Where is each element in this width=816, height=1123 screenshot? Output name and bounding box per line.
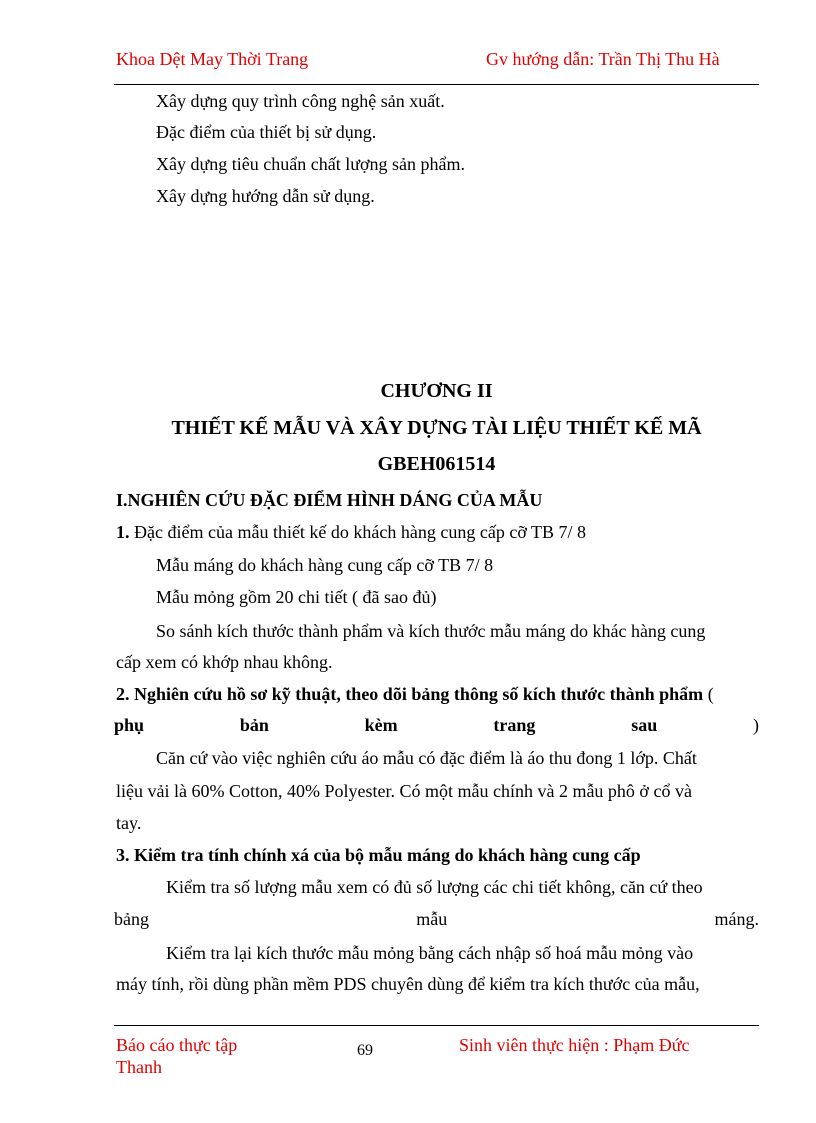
footer-report: Báo cáo thực tập xyxy=(116,1035,238,1055)
paragraph: Kiểm tra số lượng mẫu xem có đủ số lượng các chi tiết không, căn cứ theo xyxy=(166,877,703,897)
word: máng. xyxy=(714,909,759,929)
word: phụ xyxy=(114,715,145,735)
paragraph: cấp xem có khớp nhau không. xyxy=(116,652,333,672)
word: trang xyxy=(493,715,536,735)
paragraph: tay. xyxy=(116,813,142,833)
item-2-heading xyxy=(116,683,714,705)
item-2-continuation xyxy=(114,714,759,736)
header-instructor: Gv hướng dẫn: Trần Thị Thu Hà xyxy=(486,49,720,69)
paragraph: Mẫu mỏng gồm 20 chi tiết ( đã sao đủ) xyxy=(156,587,437,607)
word: bảng xyxy=(114,909,149,929)
item-2-title: 2. Nghiên cứu hồ sơ kỹ thuật, theo dõi bảng thông số kích thước thành phẩm xyxy=(116,684,704,704)
section-heading: I.NGHIÊN CỨU ĐẶC ĐIỂM HÌNH DÁNG CỦA MẪU xyxy=(116,490,543,510)
footer-rule xyxy=(114,1025,759,1026)
word: bản xyxy=(239,715,269,735)
page-number: 69 xyxy=(357,1042,373,1059)
chapter-number: CHƯƠNG II xyxy=(380,380,493,402)
item-1-number: 1. xyxy=(116,522,130,542)
intro-item: Xây dựng quy trình công nghệ sản xuất. xyxy=(156,91,445,111)
paragraph: Căn cứ vào việc nghiên cứu áo mẫu có đặc điểm là áo thu đong 1 lớp. Chất xyxy=(156,748,697,768)
paragraph-justified xyxy=(114,908,759,930)
header-rule xyxy=(114,84,759,85)
header-department: Khoa Dệt May Thời Trang xyxy=(116,49,309,69)
word: ) xyxy=(753,715,759,735)
footer-student: Sinh viên thực hiện : Phạm Đức xyxy=(459,1035,690,1055)
item-3-heading: 3. Kiểm tra tính chính xá của bộ mẫu máng do khách hàng cung cấp xyxy=(116,845,641,865)
paragraph: Mẫu máng do khách hàng cung cấp cỡ TB 7/ 8 xyxy=(156,555,494,575)
paragraph: liệu vải là 60% Cotton, 40% Polyester. Có một mẫu chính và 2 mẫu phô ở cổ và xyxy=(116,781,692,801)
chapter-code: GBEH061514 xyxy=(377,453,496,475)
paragraph: So sánh kích thước thành phẩm và kích thước mẫu máng do khác hàng cung xyxy=(156,621,706,641)
paragraph: máy tính, rồi dùng phần mềm PDS chuyên dùng để kiểm tra kích thước của mẫu, xyxy=(116,974,700,994)
paragraph: Kiểm tra lại kích thước mẫu mỏng bằng cách nhập số hoá mẫu mỏng vào xyxy=(166,943,694,963)
item-1 xyxy=(116,521,586,543)
intro-item: Xây dựng hướng dẫn sử dụng. xyxy=(156,186,375,206)
footer-report-cont: Thanh xyxy=(116,1057,162,1077)
item-2-paren: ( xyxy=(703,684,714,704)
chapter-title: THIẾT KẾ MẪU VÀ XÂY DỰNG TÀI LIỆU THIẾT KẾ MÃ xyxy=(171,417,702,439)
word: sau xyxy=(631,715,658,735)
intro-item: Xây dựng tiêu chuẩn chất lượng sản phẩm. xyxy=(156,154,465,174)
intro-item: Đặc điểm của thiết bị sử dụng. xyxy=(156,122,377,142)
word: kèm xyxy=(364,715,398,735)
item-1-text: Đặc điểm của mẫu thiết kế do khách hàng cung cấp cỡ TB 7/ 8 xyxy=(129,522,587,542)
word: mẫu xyxy=(416,909,448,929)
